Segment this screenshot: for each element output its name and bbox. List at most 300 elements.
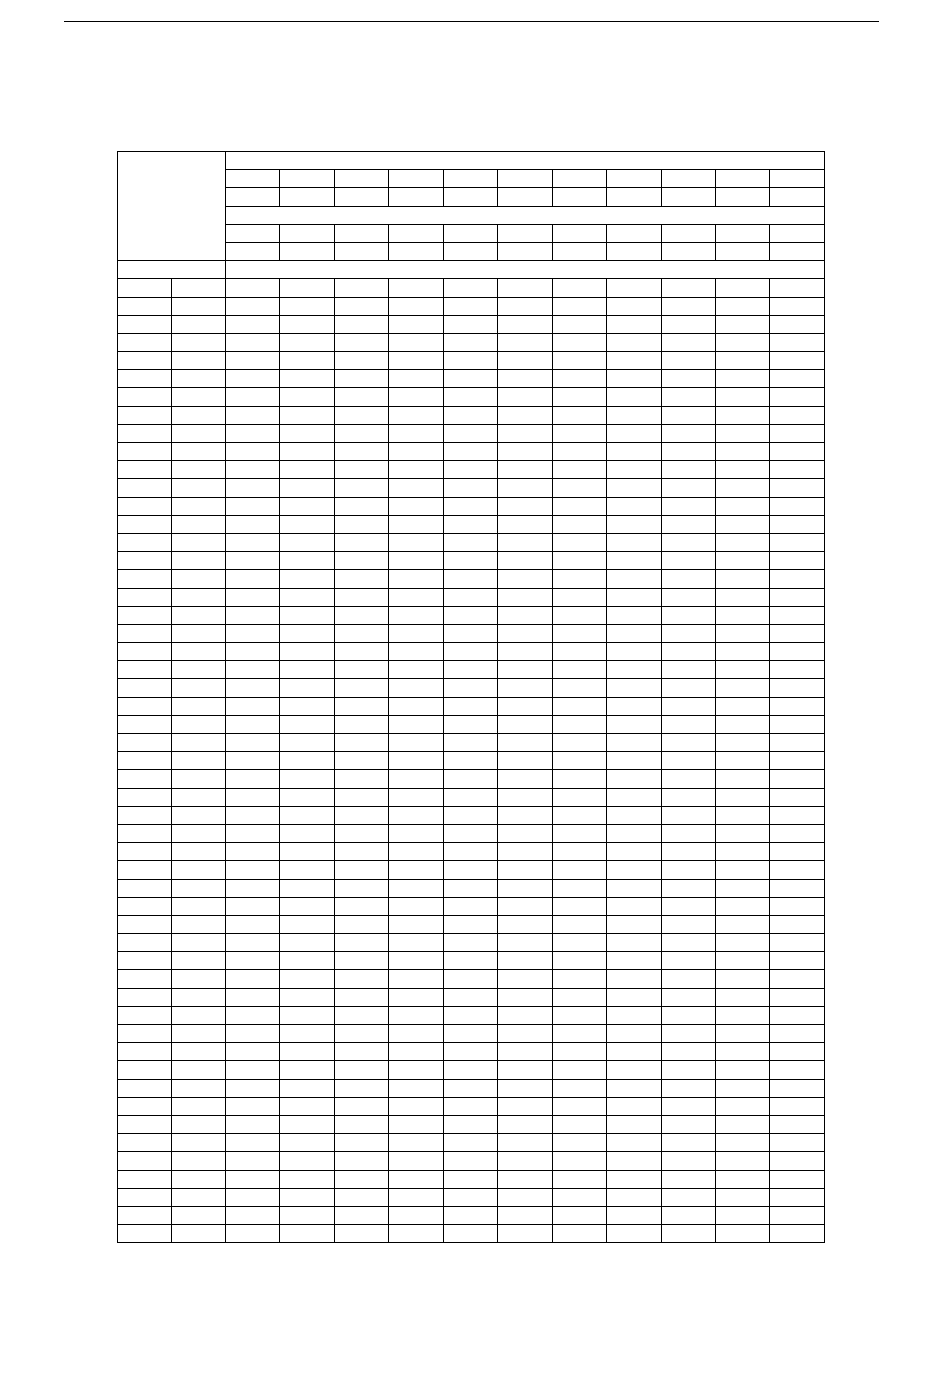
table-cell — [443, 970, 497, 988]
table-cell — [118, 370, 172, 388]
table-cell — [280, 643, 334, 661]
table-cell — [443, 734, 497, 752]
table-cell — [118, 552, 172, 570]
table-cell — [715, 606, 769, 624]
table-row — [118, 333, 825, 351]
table-row — [118, 279, 825, 297]
table-cell — [389, 715, 443, 733]
header-cell — [334, 170, 388, 188]
table-cell — [607, 497, 661, 515]
table-cell — [334, 370, 388, 388]
table-cell — [118, 606, 172, 624]
table-cell — [498, 1043, 552, 1061]
table-cell — [280, 1025, 334, 1043]
header-cell — [715, 242, 769, 260]
table-cell — [280, 479, 334, 497]
table-cell — [443, 897, 497, 915]
table-cell — [226, 352, 280, 370]
header-group-cell — [226, 152, 825, 170]
table-cell — [118, 1097, 172, 1115]
table-cell — [118, 279, 172, 297]
table-cell — [389, 1188, 443, 1206]
table-cell — [715, 1188, 769, 1206]
table-cell — [552, 806, 606, 824]
table-cell — [334, 988, 388, 1006]
table-cell — [770, 388, 825, 406]
table-cell — [226, 297, 280, 315]
table-cell — [715, 788, 769, 806]
table-cell — [172, 1134, 226, 1152]
table-cell — [334, 1134, 388, 1152]
table-cell — [552, 697, 606, 715]
table-cell — [118, 1206, 172, 1224]
table-cell — [334, 588, 388, 606]
table-cell — [552, 443, 606, 461]
table-cell — [389, 770, 443, 788]
table-cell — [552, 552, 606, 570]
table-cell — [334, 1225, 388, 1243]
table-cell — [226, 424, 280, 442]
table-cell — [498, 1225, 552, 1243]
table-row — [118, 588, 825, 606]
table-cell — [715, 461, 769, 479]
table-row — [118, 352, 825, 370]
table-cell — [172, 588, 226, 606]
table-cell — [389, 552, 443, 570]
table-row — [118, 806, 825, 824]
table-cell — [661, 606, 715, 624]
table-cell — [280, 1097, 334, 1115]
table-cell — [226, 679, 280, 697]
table-cell — [226, 1188, 280, 1206]
table-cell — [661, 1025, 715, 1043]
table-cell — [770, 552, 825, 570]
table-cell — [552, 1097, 606, 1115]
table-row — [118, 461, 825, 479]
table-cell — [334, 624, 388, 642]
table-cell — [118, 570, 172, 588]
table-cell — [607, 988, 661, 1006]
table-cell — [498, 1079, 552, 1097]
table-cell — [118, 861, 172, 879]
table-cell — [770, 879, 825, 897]
header-cell — [661, 224, 715, 242]
table-cell — [498, 624, 552, 642]
table-cell — [552, 333, 606, 351]
table-cell — [118, 934, 172, 952]
table-cell — [715, 970, 769, 988]
table-cell — [661, 824, 715, 842]
table-cell — [334, 352, 388, 370]
header-cell — [280, 170, 334, 188]
table-cell — [226, 752, 280, 770]
table-row — [118, 988, 825, 1006]
table-cell — [607, 879, 661, 897]
table-cell — [389, 861, 443, 879]
table-cell — [334, 443, 388, 461]
table-cell — [498, 915, 552, 933]
table-row — [118, 970, 825, 988]
table-row — [118, 715, 825, 733]
table-cell — [770, 370, 825, 388]
table-cell — [280, 588, 334, 606]
table-cell — [661, 1206, 715, 1224]
table-cell — [715, 1061, 769, 1079]
table-cell — [172, 752, 226, 770]
table-cell — [443, 643, 497, 661]
table-cell — [389, 624, 443, 642]
table-cell — [498, 1115, 552, 1133]
table-cell — [770, 515, 825, 533]
table-cell — [443, 461, 497, 479]
header-cell — [770, 242, 825, 260]
table-cell — [607, 1043, 661, 1061]
table-cell — [172, 315, 226, 333]
table-cell — [498, 1206, 552, 1224]
table-cell — [389, 424, 443, 442]
table-cell — [118, 424, 172, 442]
table-cell — [443, 279, 497, 297]
table-cell — [498, 279, 552, 297]
table-cell — [552, 515, 606, 533]
table-cell — [715, 588, 769, 606]
table-cell — [661, 279, 715, 297]
table-cell — [770, 1097, 825, 1115]
table-cell — [172, 970, 226, 988]
table-row — [118, 1225, 825, 1243]
table-cell — [661, 533, 715, 551]
table-cell — [172, 552, 226, 570]
table-cell — [118, 661, 172, 679]
table-cell — [226, 515, 280, 533]
table-cell — [280, 843, 334, 861]
table-cell — [715, 352, 769, 370]
table-cell — [661, 1097, 715, 1115]
table-cell — [715, 388, 769, 406]
table-cell — [118, 988, 172, 1006]
table-cell — [607, 734, 661, 752]
table-cell — [443, 570, 497, 588]
table-cell — [552, 734, 606, 752]
table-cell — [334, 643, 388, 661]
table-cell — [226, 1170, 280, 1188]
table-cell — [226, 606, 280, 624]
table-cell — [715, 533, 769, 551]
table-cell — [443, 1115, 497, 1133]
table-cell — [607, 1206, 661, 1224]
table-cell — [770, 643, 825, 661]
table-cell — [552, 843, 606, 861]
table-cell — [172, 606, 226, 624]
table-cell — [607, 1061, 661, 1079]
table-cell — [552, 1006, 606, 1024]
table-cell — [280, 1206, 334, 1224]
table-cell — [607, 461, 661, 479]
table-cell — [552, 715, 606, 733]
table-cell — [443, 1152, 497, 1170]
table-cell — [334, 297, 388, 315]
table-cell — [389, 1061, 443, 1079]
table-cell — [552, 279, 606, 297]
table-cell — [552, 879, 606, 897]
table-cell — [443, 1079, 497, 1097]
table-row — [118, 406, 825, 424]
table-cell — [552, 1134, 606, 1152]
table-cell — [770, 843, 825, 861]
table-cell — [715, 479, 769, 497]
table-cell — [172, 824, 226, 842]
table-cell — [389, 752, 443, 770]
table-cell — [443, 315, 497, 333]
table-row — [118, 1061, 825, 1079]
table-cell — [443, 934, 497, 952]
table-cell — [498, 1188, 552, 1206]
table-cell — [661, 806, 715, 824]
table-cell — [552, 861, 606, 879]
table-cell — [607, 570, 661, 588]
table-cell — [172, 624, 226, 642]
table-cell — [552, 479, 606, 497]
subheader-row — [118, 261, 825, 279]
table-cell — [770, 424, 825, 442]
table-row — [118, 1170, 825, 1188]
table-cell — [334, 934, 388, 952]
table-cell — [661, 1152, 715, 1170]
table-cell — [552, 679, 606, 697]
table-cell — [607, 443, 661, 461]
table-cell — [226, 279, 280, 297]
table-row — [118, 788, 825, 806]
table-cell — [715, 424, 769, 442]
table-cell — [280, 406, 334, 424]
table-row — [118, 388, 825, 406]
table-cell — [607, 624, 661, 642]
table-cell — [334, 570, 388, 588]
table-cell — [389, 788, 443, 806]
table-cell — [498, 824, 552, 842]
table-cell — [443, 806, 497, 824]
table-cell — [280, 661, 334, 679]
table-body — [118, 152, 825, 1243]
table-cell — [118, 970, 172, 988]
table-cell — [118, 624, 172, 642]
table-cell — [498, 533, 552, 551]
table-row — [118, 552, 825, 570]
table-cell — [172, 461, 226, 479]
table-cell — [280, 624, 334, 642]
table-cell — [715, 770, 769, 788]
table-cell — [226, 1079, 280, 1097]
table-cell — [715, 715, 769, 733]
table-cell — [443, 533, 497, 551]
table-cell — [552, 315, 606, 333]
table-cell — [607, 897, 661, 915]
table-cell — [770, 734, 825, 752]
table-row — [118, 1188, 825, 1206]
table-cell — [389, 370, 443, 388]
table-cell — [607, 970, 661, 988]
table-cell — [498, 479, 552, 497]
table-cell — [334, 1206, 388, 1224]
table-cell — [118, 1061, 172, 1079]
table-cell — [118, 497, 172, 515]
table-cell — [770, 624, 825, 642]
table-cell — [118, 1170, 172, 1188]
table-cell — [280, 697, 334, 715]
table-cell — [280, 734, 334, 752]
table-cell — [334, 715, 388, 733]
table-cell — [172, 406, 226, 424]
table-row — [118, 624, 825, 642]
table-cell — [443, 1206, 497, 1224]
table-cell — [226, 806, 280, 824]
header-cell — [389, 170, 443, 188]
table-cell — [607, 515, 661, 533]
table-cell — [715, 934, 769, 952]
table-cell — [334, 806, 388, 824]
table-cell — [552, 570, 606, 588]
table-cell — [661, 1043, 715, 1061]
table-cell — [280, 679, 334, 697]
table-cell — [334, 879, 388, 897]
table-cell — [280, 988, 334, 1006]
header-cell — [498, 224, 552, 242]
header-cell — [443, 242, 497, 260]
header-cell — [552, 188, 606, 206]
table-row — [118, 1206, 825, 1224]
table-cell — [118, 315, 172, 333]
table-cell — [389, 897, 443, 915]
table-cell — [118, 461, 172, 479]
table-cell — [118, 479, 172, 497]
table-cell — [226, 715, 280, 733]
table-cell — [226, 1006, 280, 1024]
table-cell — [389, 606, 443, 624]
table-cell — [770, 1206, 825, 1224]
table-row — [118, 570, 825, 588]
table-cell — [226, 1115, 280, 1133]
header-cell — [770, 188, 825, 206]
table-cell — [334, 1079, 388, 1097]
table-cell — [552, 824, 606, 842]
table-cell — [661, 734, 715, 752]
table-cell — [715, 643, 769, 661]
table-row — [118, 497, 825, 515]
table-cell — [334, 479, 388, 497]
table-cell — [770, 679, 825, 697]
table-cell — [770, 897, 825, 915]
table-cell — [280, 752, 334, 770]
table-cell — [498, 1061, 552, 1079]
table-cell — [552, 897, 606, 915]
table-cell — [334, 497, 388, 515]
table-cell — [118, 1152, 172, 1170]
table-cell — [226, 497, 280, 515]
table-cell — [661, 715, 715, 733]
table-cell — [280, 515, 334, 533]
table-cell — [715, 1134, 769, 1152]
header-cell — [715, 170, 769, 188]
header-corner-cell — [118, 152, 226, 261]
table-cell — [172, 333, 226, 351]
table-cell — [498, 697, 552, 715]
table-cell — [770, 824, 825, 842]
header-cell — [226, 242, 280, 260]
table-cell — [661, 697, 715, 715]
table-cell — [443, 388, 497, 406]
table-cell — [443, 497, 497, 515]
table-cell — [172, 697, 226, 715]
table-cell — [443, 1097, 497, 1115]
table-cell — [334, 424, 388, 442]
table-row — [118, 1152, 825, 1170]
table-cell — [443, 679, 497, 697]
table-cell — [552, 770, 606, 788]
table-cell — [280, 552, 334, 570]
table-cell — [334, 752, 388, 770]
table-cell — [661, 333, 715, 351]
subheader-group-cell — [226, 261, 825, 279]
table-cell — [443, 479, 497, 497]
header-cell — [607, 170, 661, 188]
table-cell — [334, 734, 388, 752]
table-cell — [280, 352, 334, 370]
table-cell — [552, 461, 606, 479]
table-cell — [552, 352, 606, 370]
table-cell — [661, 406, 715, 424]
table-cell — [715, 952, 769, 970]
table-cell — [389, 515, 443, 533]
table-cell — [389, 643, 443, 661]
table-cell — [661, 624, 715, 642]
table-cell — [443, 661, 497, 679]
table-cell — [226, 479, 280, 497]
table-cell — [770, 1115, 825, 1133]
table-cell — [715, 679, 769, 697]
table-cell — [715, 752, 769, 770]
table-cell — [334, 697, 388, 715]
table-cell — [661, 752, 715, 770]
table-row — [118, 1115, 825, 1133]
table-cell — [552, 1025, 606, 1043]
table-cell — [118, 515, 172, 533]
table-cell — [552, 1188, 606, 1206]
table-cell — [280, 1043, 334, 1061]
table-cell — [607, 1188, 661, 1206]
table-cell — [607, 279, 661, 297]
table-cell — [389, 1152, 443, 1170]
table-cell — [607, 588, 661, 606]
table-cell — [280, 1079, 334, 1097]
table-cell — [770, 1079, 825, 1097]
table-cell — [334, 533, 388, 551]
table-cell — [280, 388, 334, 406]
table-cell — [661, 770, 715, 788]
table-row — [118, 952, 825, 970]
table-cell — [770, 697, 825, 715]
table-cell — [552, 588, 606, 606]
table-cell — [770, 333, 825, 351]
table-cell — [443, 697, 497, 715]
header-cell — [280, 242, 334, 260]
table-cell — [770, 661, 825, 679]
table-cell — [226, 552, 280, 570]
table-cell — [389, 333, 443, 351]
table-cell — [226, 643, 280, 661]
table-cell — [226, 1061, 280, 1079]
table-cell — [661, 497, 715, 515]
table-cell — [172, 788, 226, 806]
